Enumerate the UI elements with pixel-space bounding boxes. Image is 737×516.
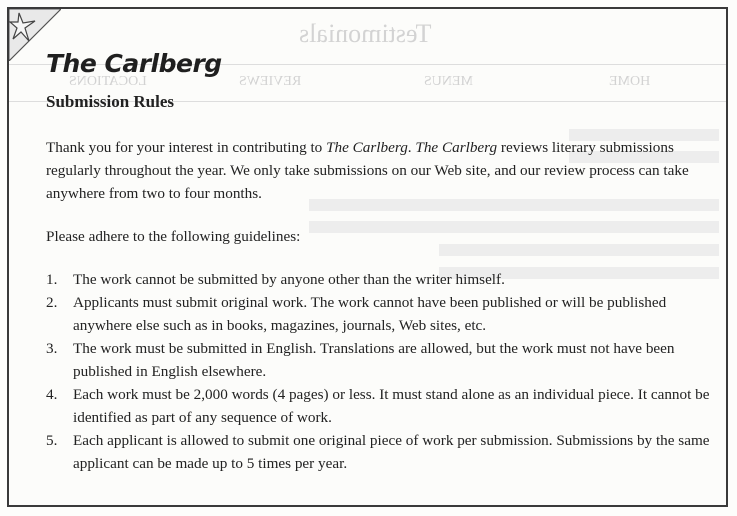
page-title: The Carlberg bbox=[46, 49, 222, 78]
document-frame bbox=[7, 7, 728, 507]
intro-paragraph bbox=[46, 136, 714, 205]
ghost-title: Testimonials bbox=[299, 19, 432, 48]
intro-text: Thank you for your interest in contributing to bbox=[46, 139, 327, 156]
ghost-line bbox=[309, 221, 719, 233]
list-item bbox=[46, 383, 716, 429]
guidelines-list bbox=[46, 268, 716, 475]
item-number: 3. bbox=[46, 340, 58, 357]
guidelines-lead: Please adhere to the following guidelines: bbox=[46, 228, 301, 245]
publication-title: The Carlberg bbox=[415, 139, 498, 156]
intro-text: . bbox=[407, 139, 416, 156]
item-number: 5. bbox=[46, 432, 58, 449]
item-text: Each applicant is allowed to submit one original piece of work per submission. Submissions by the same applicant can be made up to 5 times per year. bbox=[73, 432, 710, 472]
list-item bbox=[46, 291, 716, 337]
list-item bbox=[46, 429, 716, 475]
item-text: The work must be submitted in English. Translations are allowed, but the work must not have been published in English elsewhere. bbox=[73, 340, 675, 380]
item-number: 1. bbox=[46, 271, 58, 288]
ghost-nav-item: REVIEWS bbox=[239, 74, 302, 89]
item-number: 4. bbox=[46, 386, 58, 403]
item-text: Applicants must submit original work. The work cannot have been published or will be published anywhere else such as in books, magazines, journals, Web sites, etc. bbox=[73, 294, 667, 334]
ghost-nav-item: HOME bbox=[609, 74, 651, 89]
item-number: 2. bbox=[46, 294, 58, 311]
publication-title: The Carlberg bbox=[326, 139, 408, 156]
section-subtitle: Submission Rules bbox=[46, 92, 175, 111]
item-text: The work cannot be submitted by anyone other than the writer himself. bbox=[73, 271, 505, 288]
ghost-line bbox=[439, 244, 719, 256]
ghost-nav-item: LOCATIONS bbox=[69, 74, 147, 89]
list-item bbox=[46, 337, 716, 383]
item-text: Each work must be 2,000 words (4 pages) or less. It must stand alone as an individual piece. It cannot be identified as part of any sequence of work. bbox=[73, 386, 710, 426]
intro-text: reviews literary submissions regularly throughout the year. We only take submissions on our Web site, and our review process can take anywhere from two to four months. bbox=[46, 139, 689, 202]
ghost-nav-item: MENUS bbox=[424, 74, 474, 89]
list-item bbox=[46, 268, 716, 291]
